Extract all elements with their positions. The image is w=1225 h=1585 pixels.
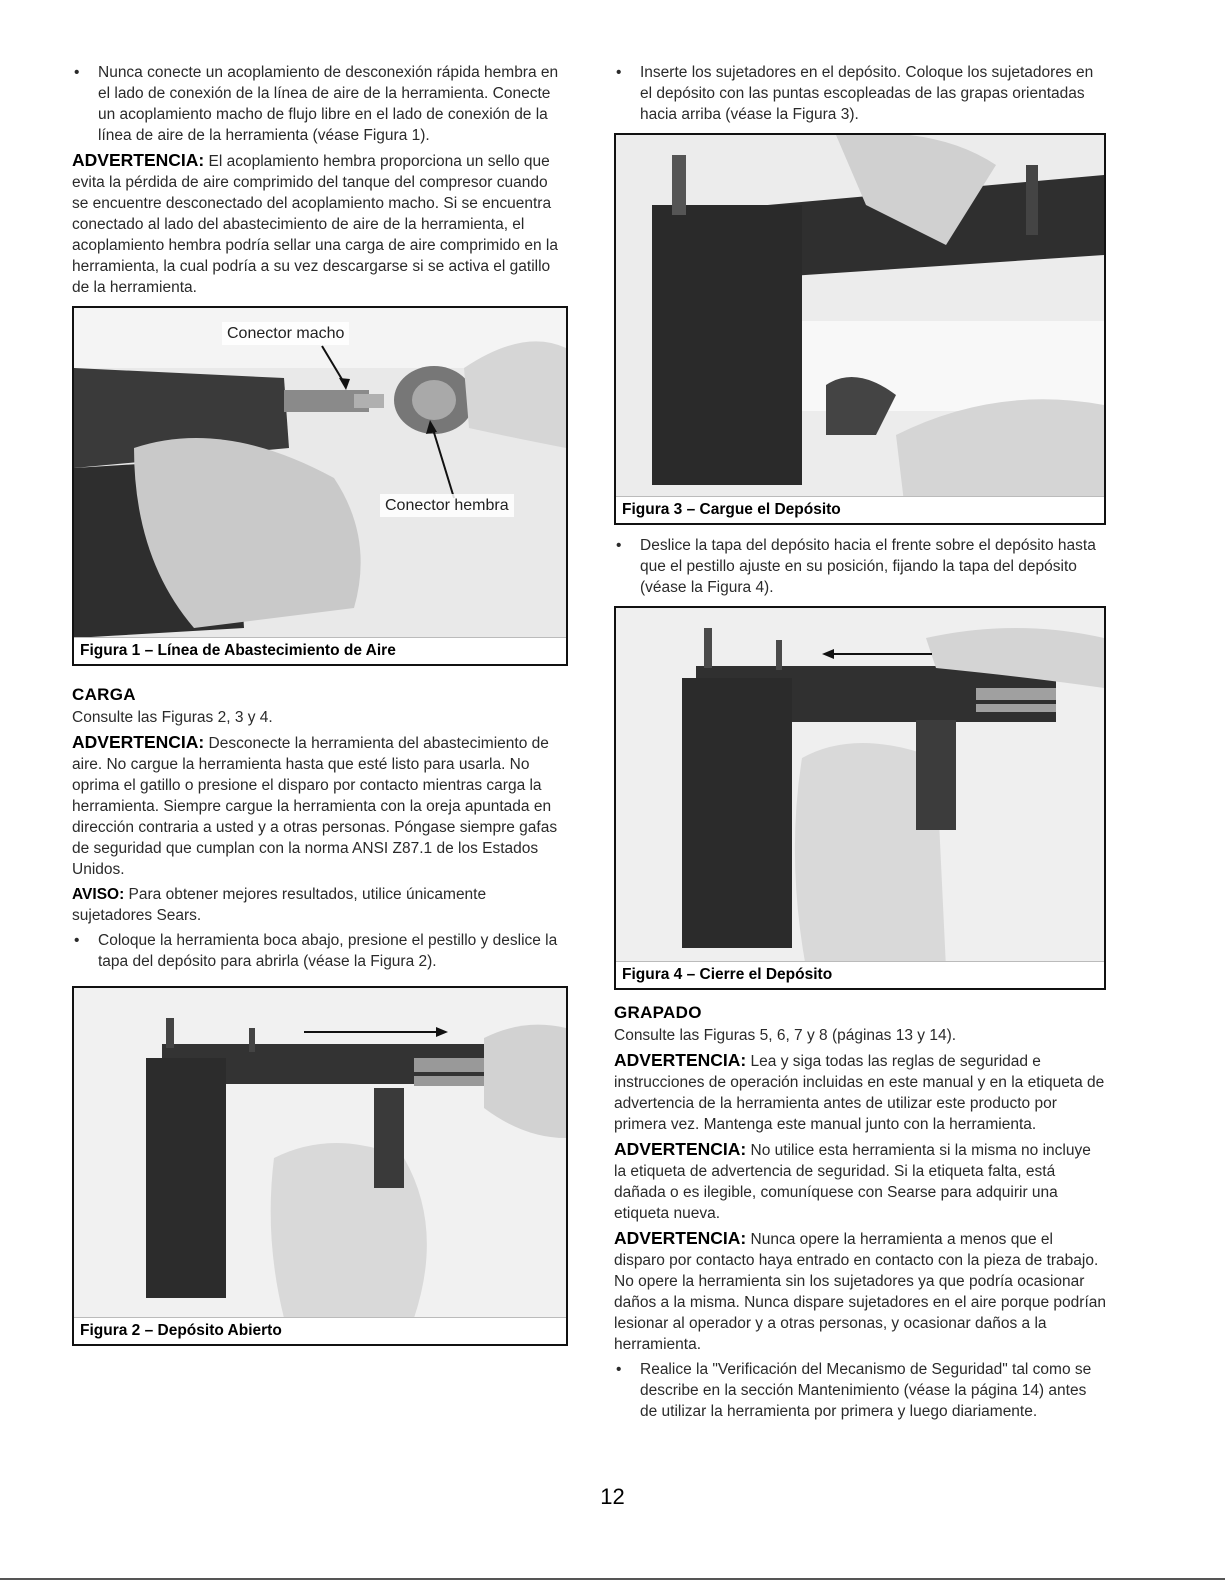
warning-text: Nunca opere la herramienta a menos que el disparo por contacto haya entrado en contacto con la pieza de trabajo. No opere la herramienta sin los sujetadores ya que podría ocasionar daños a la misma. Nunca dispare sujetadores en el aire porque podrían lesionar al operador y a otras personas, y ocasionar daños a la herramienta. — [614, 1231, 1106, 1353]
aviso-note — [72, 884, 568, 926]
carga-intro: Consulte las Figuras 2, 3 y 4. — [72, 709, 273, 726]
figure-2-caption: Figura 2 – Depósito Abierto — [74, 1317, 566, 1344]
grapado-intro: Consulte las Figuras 5, 6, 7 y 8 (páginas 13 y 14). — [614, 1027, 957, 1044]
aviso-label: AVISO: — [72, 886, 125, 903]
bullet-close-magazine: • Deslice la tapa del depósito hacia el frente sobre el depósito hasta que el pestillo ajuste en su posición, fijando la tapa del depósito (véase la Figura 4). — [614, 535, 1106, 598]
bullet-open-magazine: • Coloque la herramienta boca abajo, presione el pestillo y deslice la tapa del depósito para abrirla (véase la Figura 2). — [72, 930, 568, 972]
warning-text: El acoplamiento hembra proporciona un sello que evita la pérdida de aire comprimido del tanque del compresor cuando se encuentre desconectado del acoplamiento macho. Si se encuentra conectado al lado del abastecimiento de aire de la herramienta, el acoplamiento hembra podría sellar una carga de aire comprimido en la herramienta, la cual podría a su vez descargarse si se activa el gatillo de la herramienta. — [72, 153, 558, 296]
warning-text: No utilice esta herramienta si la misma no incluye la etiqueta de advertencia de seguridad. Si la etiqueta falta, está dañada o es ilegible, comuníquese con Searse para adquirir una etiqueta nueva. — [614, 1142, 1091, 1222]
figure-1 — [72, 306, 568, 666]
page-number: 12 — [600, 1484, 625, 1509]
warning-contact-trip — [614, 1228, 1106, 1355]
warning-read-manual — [614, 1050, 1106, 1135]
warning-label: ADVERTENCIA: — [614, 1139, 747, 1159]
warning-text: Desconecte la herramienta del abastecimiento de aire. No cargue la herramienta hasta que esté listo para usarla. No oprima el gatillo o presione el disparo por contacto mientras carga la herramienta. Siempre cargue la herramienta con la oreja apuntada en dirección contraria a usted y a otras personas. Póngase siempre gafas de seguridad que cumplan con la norma ANSI Z87.1 de los Estados Unidos. — [72, 735, 558, 878]
figure-2 — [72, 986, 568, 1346]
figure-1-caption: Figura 1 – Línea de Abastecimiento de Aire — [74, 637, 566, 664]
air-line-photo — [74, 308, 566, 660]
open-magazine-photo — [74, 988, 566, 1340]
warning-loading — [72, 732, 568, 880]
aviso-text: Para obtener mejores resultados, utilice únicamente sujetadores Sears. — [72, 886, 487, 924]
warning-label-missing — [614, 1139, 1106, 1224]
warning-text: Lea y siga todas las reglas de seguridad e instrucciones de operación incluidas en este manual y en la etiqueta de advertencia de la herramienta antes de utilizar este producto por primera vez. Mantenga este manual junto con la herramienta. — [614, 1053, 1105, 1133]
right-column — [614, 62, 1106, 1426]
figure-4 — [614, 606, 1106, 990]
close-magazine-photo — [616, 608, 1104, 984]
figure-4-caption: Figura 4 – Cierre el Depósito — [616, 961, 1104, 988]
label-female-connector: Conector hembra — [380, 494, 514, 517]
warning-label: ADVERTENCIA: — [614, 1228, 747, 1248]
warning-label: ADVERTENCIA: — [614, 1050, 747, 1070]
left-column — [72, 62, 568, 1356]
warning-female-coupling — [72, 150, 568, 298]
bullet-insert-fasteners: • Inserte los sujetadores en el depósito. Coloque los sujetadores en el depósito con las puntas escopleadas de las grapas orientadas hacia arriba (véase la Figura 3). — [614, 62, 1106, 125]
carga-heading: CARGA — [72, 685, 136, 704]
bullet-safety-check: • Realice la "Verificación del Mecanismo de Seguridad" tal como se describe en la sección Mantenimiento (véase la página 14) antes de utilizar la herramienta por primera y luego diariamente. — [614, 1359, 1106, 1422]
grapado-heading: GRAPADO — [614, 1003, 702, 1022]
load-magazine-photo — [616, 135, 1104, 519]
label-male-connector: Conector macho — [222, 322, 349, 345]
figure-3-caption: Figura 3 – Cargue el Depósito — [616, 496, 1104, 523]
bottom-rule — [0, 1578, 1225, 1580]
warning-label: ADVERTENCIA: — [72, 732, 205, 752]
bullet-female-coupling: • Nunca conecte un acoplamiento de desconexión rápida hembra en el lado de conexión de la línea de aire de la herramienta. Conecte un acoplamiento macho de flujo libre en el lado de conexión de la línea de aire de la herramienta (véase Figura 1). — [72, 62, 568, 146]
figure-3 — [614, 133, 1106, 525]
warning-label: ADVERTENCIA: — [72, 150, 205, 170]
